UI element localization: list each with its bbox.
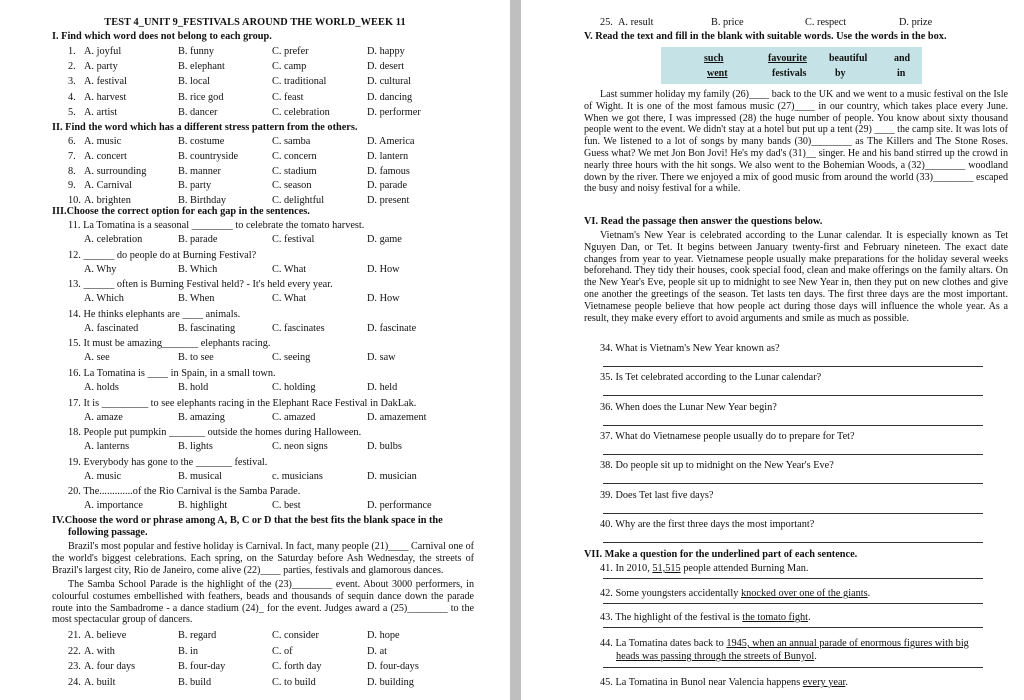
q25-number: 25. xyxy=(600,17,613,28)
option-b: B. elephant xyxy=(178,61,225,73)
option-b: B. party xyxy=(178,180,212,192)
question-35: 35. Is Tet celebrated according to the Lunar calendar? xyxy=(600,372,822,384)
option-c: C. traditional xyxy=(272,76,327,88)
option-a: A. surrounding xyxy=(84,165,147,177)
answer-line-43[interactable] xyxy=(603,627,983,628)
option-d: D. held xyxy=(367,382,398,393)
question-number: 2. xyxy=(68,61,76,73)
option-b: B. funny xyxy=(178,46,215,57)
option-a: A. believe xyxy=(84,630,127,641)
option-d: D. America xyxy=(367,136,415,147)
option-c: C. seeing xyxy=(272,352,311,364)
q25-option-d: D. prize xyxy=(899,17,933,28)
option-d: D. How xyxy=(367,263,400,275)
option-d: D. desert xyxy=(367,61,405,73)
option-d: D. four-days xyxy=(367,661,419,672)
answer-line-38[interactable] xyxy=(603,483,983,484)
word-box-word: went xyxy=(707,68,728,79)
option-d: D. dancing xyxy=(367,91,413,103)
question-42: 42. Some youngsters accidentally knocked over one of the giants. xyxy=(600,588,871,599)
option-c: C. festival xyxy=(272,234,315,245)
option-a: A. holds xyxy=(84,382,119,393)
question-number: 4. xyxy=(68,91,76,103)
question-number: 23. xyxy=(68,661,81,672)
option-b: B. in xyxy=(178,645,199,657)
option-a: A. music xyxy=(84,136,122,147)
question-17: 17. It is _________ to see elephants racing in the Elephant Race Festival in DakLak. xyxy=(68,397,417,409)
word-box-word: in xyxy=(897,68,906,79)
question-37: 37. What do Vietnamese people usually do to prepare for Tet? xyxy=(600,430,855,442)
option-a: A. festival xyxy=(84,76,127,88)
word-box-word: favourite xyxy=(768,53,807,64)
question-number: 5. xyxy=(68,106,76,118)
option-b: B. fascinating xyxy=(178,322,236,334)
option-b: B. hold xyxy=(178,382,209,393)
option-a: A. see xyxy=(84,352,110,364)
option-b: B. musical xyxy=(178,470,223,482)
question-18: 18. People put pumpkin _______ outside the homes during Halloween. xyxy=(68,427,362,439)
question-number: 3. xyxy=(68,76,76,88)
question-19: 19. Everybody has gone to the _______ festival. xyxy=(68,456,268,468)
option-c: C. What xyxy=(272,293,307,305)
option-b: B. parade xyxy=(178,234,218,245)
answer-line-41[interactable] xyxy=(603,578,983,579)
question-20: 20. The.............of the Rio Carnival is the Samba Parade. xyxy=(68,486,301,498)
option-c: C. stadium xyxy=(272,165,317,177)
option-d: D. happy xyxy=(367,46,405,57)
option-a: A. four days xyxy=(84,661,136,672)
option-c: C. neon signs xyxy=(272,441,328,453)
question-15: 15. It must be amazing_______ elephants racing. xyxy=(68,338,271,350)
question-34: 34. What is Vietnam's New Year known as? xyxy=(600,343,780,354)
question-44-cont: heads was passing through the streets of Bunyol. xyxy=(616,651,817,662)
option-c: C. holding xyxy=(272,382,316,393)
option-c: C. camp xyxy=(272,61,307,73)
carnival-paragraph-1: Brazil's most popular and festive holiday is Carnival. In fact, many people (21)____ Carnival one of the world's biggest celebrations. Each spring, on the Saturday before Ash Wednesday, the streets of Brazil's largest city, Rio de Janeiro, come alive (22)____ parties, festivals and glamorous dances. xyxy=(52,541,474,576)
question-36: 36. When does the Lunar New Year begin? xyxy=(600,401,777,413)
option-a: A. Carnival xyxy=(84,180,133,192)
option-d: D. amazement xyxy=(367,411,427,423)
option-b: B. highlight xyxy=(178,500,228,512)
option-b: B. costume xyxy=(178,136,225,147)
option-a: A. with xyxy=(84,645,115,657)
section-1-heading: I. Find which word does not belong to each group. xyxy=(52,31,272,42)
option-a: A. celebration xyxy=(84,234,143,245)
section-6-heading: VI. Read the passage then answer the questions below. xyxy=(584,216,823,227)
question-13: 13. ______ often is Burning Festival held? - It's held every year. xyxy=(68,279,333,291)
left-page xyxy=(0,0,510,700)
option-d: D. performance xyxy=(367,500,432,512)
word-box-word: by xyxy=(835,68,846,79)
question-45: 45. La Tomatina in Bunol near Valencia happens every year. xyxy=(600,677,848,688)
q25-option-b: B. price xyxy=(711,17,744,28)
word-box-word: such xyxy=(704,53,724,64)
option-c: C. best xyxy=(272,500,301,512)
option-d: D. musician xyxy=(367,470,417,482)
option-c: C. fascinates xyxy=(272,322,325,334)
option-d: D. building xyxy=(367,676,414,688)
option-c: C. samba xyxy=(272,136,311,147)
option-c: C. forth day xyxy=(272,661,322,672)
option-a: A. music xyxy=(84,470,122,482)
word-box-word: and xyxy=(894,53,911,64)
option-c: C. delightful xyxy=(272,195,325,207)
option-b: B. amazing xyxy=(178,411,225,423)
option-d: D. performer xyxy=(367,106,421,118)
answer-line-39[interactable] xyxy=(603,513,983,514)
question-43: 43. The highlight of the festival is the tomato fight. xyxy=(600,612,811,623)
option-a: A. Which xyxy=(84,293,124,305)
option-c: C. prefer xyxy=(272,46,309,57)
question-14: 14. He thinks elephants are ____ animals. xyxy=(68,308,241,320)
option-c: C. concern xyxy=(272,150,317,162)
section-5-heading: V. Read the text and fill in the blank with suitable words. Use the words in the box. xyxy=(584,31,947,42)
option-a: A. fascinated xyxy=(84,322,139,334)
option-b: B. manner xyxy=(178,165,221,177)
option-c: C. of xyxy=(272,645,293,657)
option-b: B. dancer xyxy=(178,106,218,118)
tet-paragraph: Vietnam's New Year is celebrated according to the Lunar calendar. It is especially known as Tet Nguyen Dan, or Tet. It begins between January twenty-first and February nineteen. The exact date changes from year to year. Vietnamese people usually make preparations for the holiday several weeks beforehand. They tidy their houses, cook special food, clean and make offerings on the family altars. On the New Year's Eve, people sit up to midnight to see New Year in, then they put on new clothes and give one another the greetings of the season. Tet lasts ten days. The first three days are the most important. Vietnamese people believe that how people act during those days will influence the whole year. As a result, they make every effort to avoid arguments and smile as much as possible. xyxy=(584,230,1008,324)
option-b: B. When xyxy=(178,293,215,305)
option-d: D. saw xyxy=(367,352,396,364)
option-a: A. artist xyxy=(84,106,118,118)
worksheet-title: TEST 4_UNIT 9_FESTIVALS AROUND THE WORLD_WEEK 11 xyxy=(104,17,406,28)
option-c: C. celebration xyxy=(272,106,330,118)
option-c: C. What xyxy=(272,263,307,275)
q25-option-a: A. result xyxy=(618,17,654,28)
question-number: 7. xyxy=(68,150,76,162)
section-4-heading: IV.Choose the word or phrase among A, B, C or D that the best fits the blank space in the xyxy=(52,515,443,526)
option-c: C. consider xyxy=(272,630,319,641)
option-b: B. Which xyxy=(178,263,218,275)
option-b: B. regard xyxy=(178,630,217,641)
word-box xyxy=(661,47,922,84)
question-number: 22. xyxy=(68,645,81,657)
option-b: B. rice god xyxy=(178,91,224,103)
answer-line-37[interactable] xyxy=(603,454,983,455)
option-a: A. Why xyxy=(84,263,117,275)
option-d: D. game xyxy=(367,234,402,245)
question-number: 10. xyxy=(68,195,81,207)
option-a: A. importance xyxy=(84,500,143,512)
option-b: B. four-day xyxy=(178,661,226,672)
page-gap xyxy=(510,0,521,700)
option-b: B. Birthday xyxy=(178,195,227,207)
carnival-paragraph-2: The Samba School Parade is the highlight of the (23)________ event. About 3000 performers, in colourful costumes embellished with feathers, beads and thousands of sequin dance down the parade route into the Sambadrome - a dance stadium (24)_ for the event. Judges award a (25)________ to the most spectacular group of dancers. xyxy=(52,579,474,626)
question-44: 44. La Tomatina dates back to 1945, when an annual parade of enormous figures with big xyxy=(600,638,969,649)
question-40: 40. Why are the first three days the most important? xyxy=(600,518,815,530)
question-number: 8. xyxy=(68,165,76,177)
option-b: B. countryside xyxy=(178,150,239,162)
question-number: 6. xyxy=(68,136,76,147)
option-d: D. cultural xyxy=(367,76,412,88)
question-12: 12. ______ do people do at Burning Festival? xyxy=(68,249,257,261)
answer-line-44[interactable] xyxy=(603,667,983,668)
option-a: A. party xyxy=(84,61,118,73)
question-number: 21. xyxy=(68,630,81,641)
option-d: D. parade xyxy=(367,180,408,192)
word-box-word: beautiful xyxy=(829,53,868,64)
answer-line-36[interactable] xyxy=(603,425,983,426)
option-c: C. amazed xyxy=(272,411,316,423)
option-a: A. built xyxy=(84,676,116,688)
option-b: B. build xyxy=(178,676,212,688)
section-7-heading: VII. Make a question for the underlined part of each sentence. xyxy=(584,549,858,560)
option-b: B. to see xyxy=(178,352,214,364)
question-38: 38. Do people sit up to midnight on the New Year's Eve? xyxy=(600,460,834,472)
option-c: C. feast xyxy=(272,91,304,103)
option-a: A. concert xyxy=(84,150,127,162)
option-d: D. hope xyxy=(367,630,400,641)
q25-option-c: C. respect xyxy=(805,17,847,28)
option-b: B. local xyxy=(178,76,211,88)
word-box-word: festivals xyxy=(772,68,807,79)
question-16: 16. La Tomatina is ____ in Spain, in a small town. xyxy=(68,368,276,379)
question-41: 41. In 2010, 51,515 people attended Burning Man. xyxy=(600,563,809,574)
question-number: 9. xyxy=(68,180,76,192)
right-page xyxy=(521,0,1024,700)
question-number: 1. xyxy=(68,46,76,57)
section-3-heading: III.Choose the correct option for each gap in the sentences. xyxy=(52,206,310,217)
question-11: 11. La Tomatina is a seasonal ________ to celebrate the tomato harvest. xyxy=(68,220,365,231)
answer-line-40[interactable] xyxy=(603,542,983,543)
section-2-heading: II. Find the word which has a different stress pattern from the others. xyxy=(52,122,358,133)
option-b: B. lights xyxy=(178,441,213,453)
music-festival-paragraph: Last summer holiday my family (26)____ back to the UK and we went to a music festival on the Isle of Wight. It is one of the most famous music (27)____ in our country, which takes place every June. When we got there, I was impressed (28) the huge number of people. You know about sixty thousand people went to the event. We didn't stay at a hotel but put up a tent (29) ____ the camp site. It was lots of fun. We listened to a lot of songs by many bands (30)________ as The Killers and The Stone Roses. Guess what? We met Jon Bon Jovi! He's my dad's (31)__ singer. He and his band stirred up the crowd in nearly three hours with the hit songs. We also went to the Bohemian Woods, a (32)________ woodland down by the river. There we enjoyed a mix of good music from around the world (33)________ escaped the busy and noisy festival for a while. xyxy=(584,89,1008,195)
option-d: D. famous xyxy=(367,165,410,177)
option-c: C. season xyxy=(272,180,312,192)
option-c: c. musicians xyxy=(272,470,323,482)
section-4-heading-cont: following passage. xyxy=(68,527,148,538)
option-c: C. to build xyxy=(272,676,316,688)
option-d: D. present xyxy=(367,195,410,207)
option-d: D. at xyxy=(367,645,388,657)
option-a: A. joyful xyxy=(84,46,122,57)
option-d: D. How xyxy=(367,293,400,305)
question-number: 24. xyxy=(68,676,81,688)
option-d: D. lantern xyxy=(367,150,409,162)
answer-line-35[interactable] xyxy=(603,395,983,396)
option-a: A. brighten xyxy=(84,195,131,207)
question-39: 39. Does Tet last five days? xyxy=(600,489,714,501)
option-d: D. fascinate xyxy=(367,322,417,334)
answer-line-34[interactable] xyxy=(603,366,983,367)
option-a: A. amaze xyxy=(84,411,123,423)
option-a: A. harvest xyxy=(84,91,127,103)
answer-line-42[interactable] xyxy=(603,603,983,604)
option-d: D. bulbs xyxy=(367,441,402,453)
option-a: A. lanterns xyxy=(84,441,130,453)
